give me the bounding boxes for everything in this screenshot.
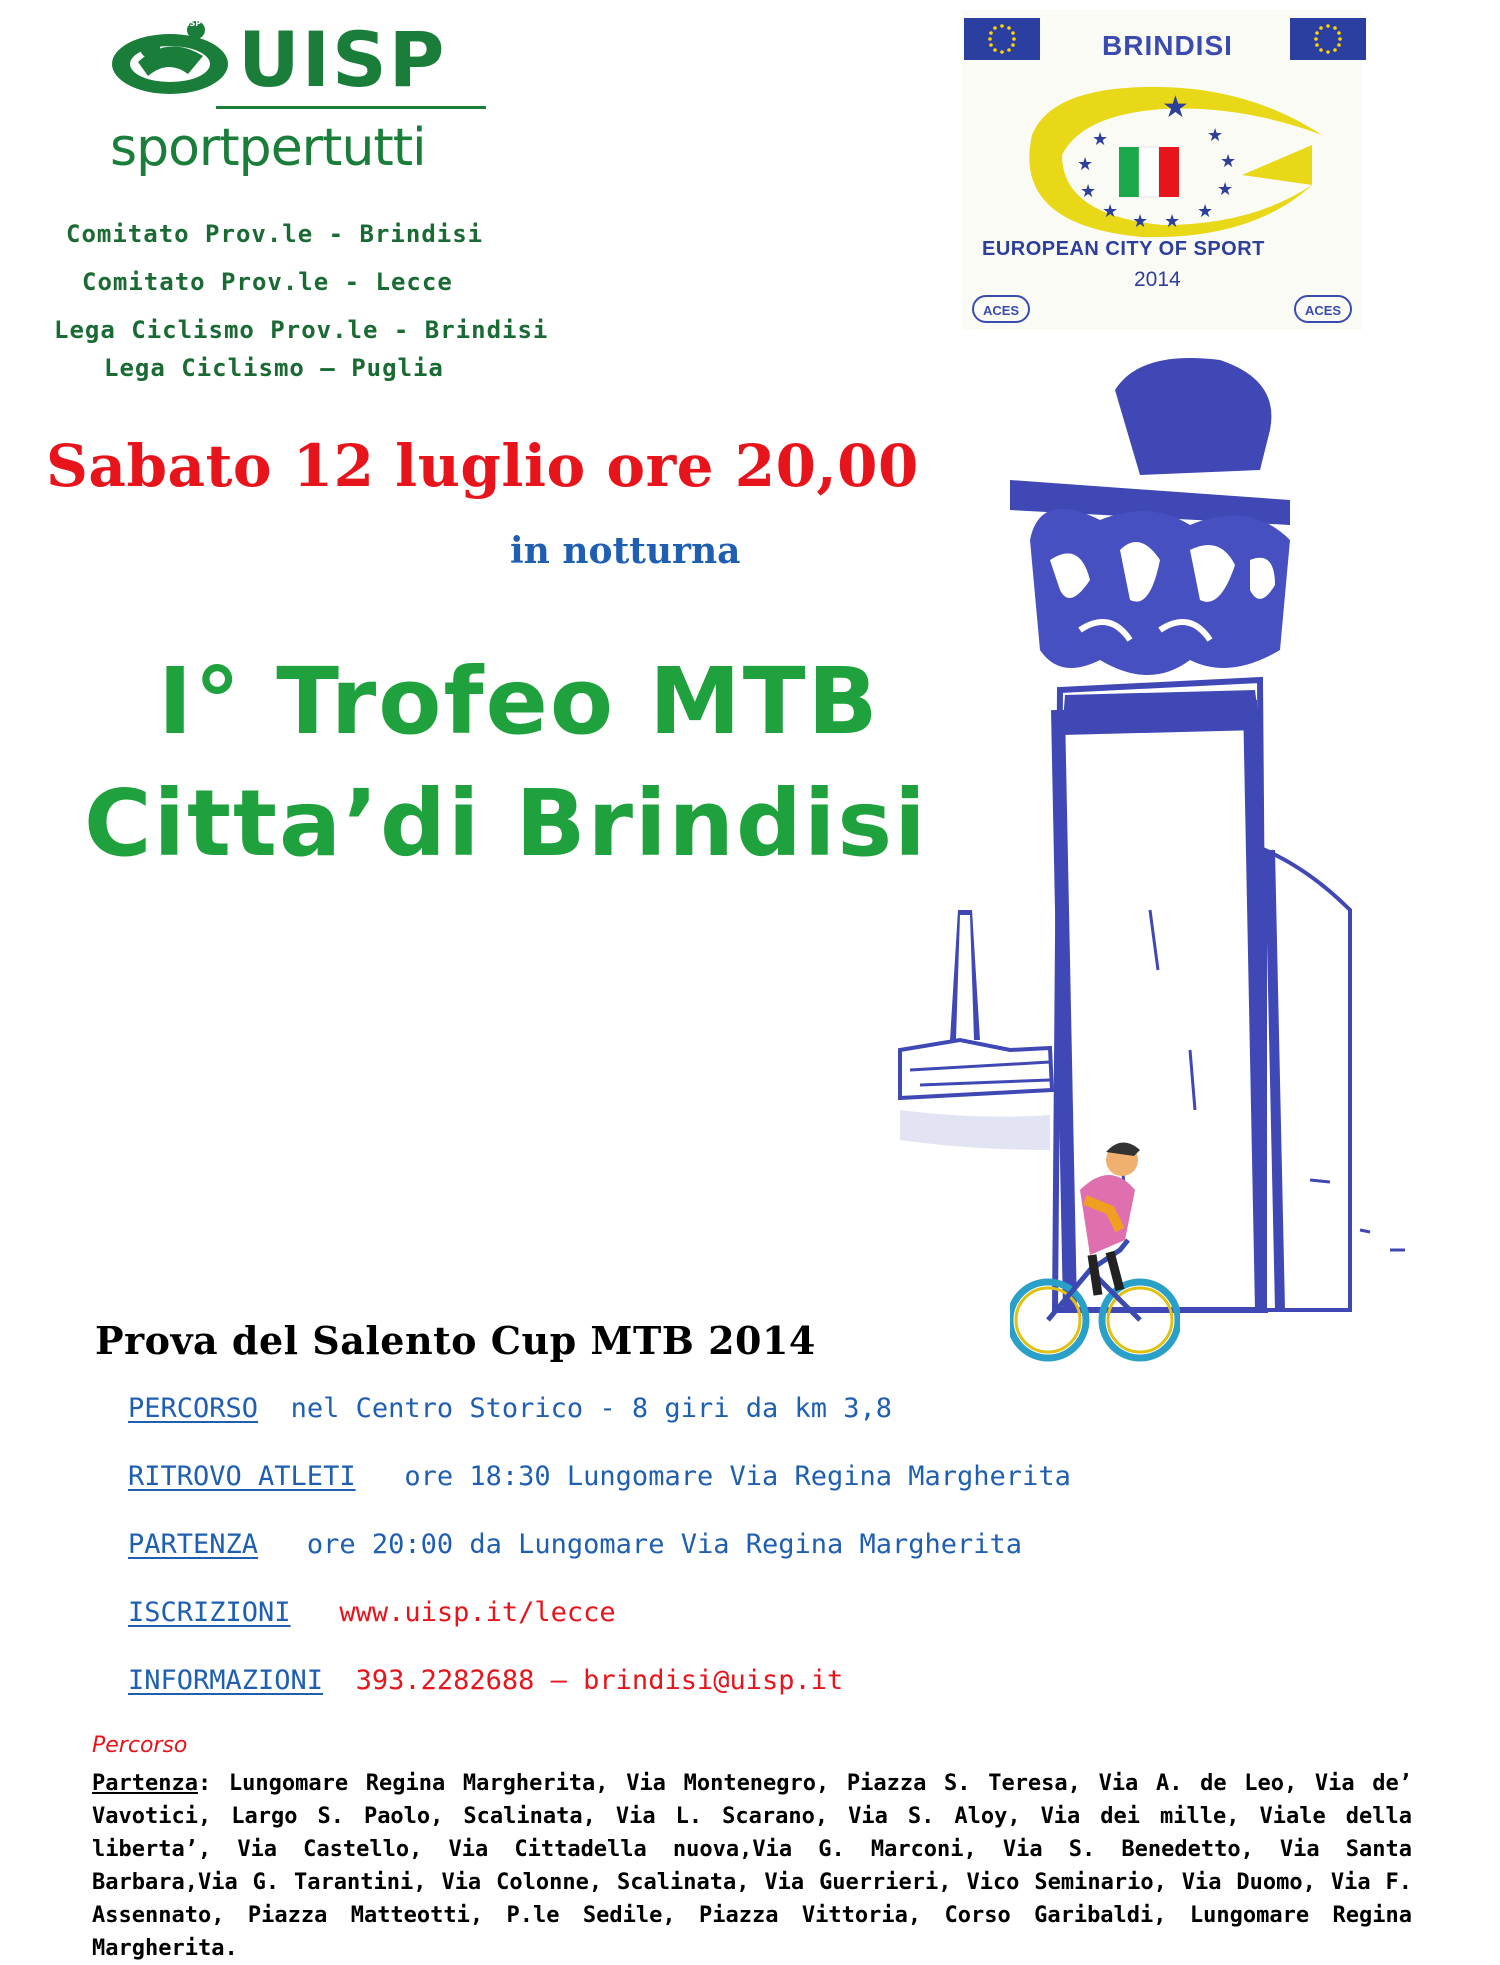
uisp-name: UISP: [238, 15, 447, 104]
contact-info: 393.2282688 – brindisi@uisp.it: [355, 1665, 844, 1696]
svg-text:UISP: UISP: [180, 19, 202, 28]
svg-text:★: ★: [1207, 125, 1224, 146]
committee-line-3: Lega Ciclismo Prov.le - Brindisi: [54, 316, 549, 344]
info-value: ore 18:30 Lungomare Via Regina Margherita: [404, 1461, 1071, 1492]
cyclist-illustration: [1010, 1120, 1180, 1370]
svg-text:★: ★: [1220, 151, 1237, 172]
info-row-partenza: [128, 1529, 1022, 1560]
committee-line-1: Comitato Prov.le - Brindisi: [66, 220, 484, 248]
cup-line: Prova del Salento Cup MTB 2014: [95, 1318, 816, 1363]
event-title-line-2: Citta’di Brindisi: [84, 770, 928, 877]
swoosh-emblem-icon: [992, 75, 1332, 240]
uisp-tagline: sportpertutti: [110, 118, 426, 178]
info-key: ISCRIZIONI: [128, 1597, 291, 1628]
aces-badge: ACES: [972, 295, 1030, 323]
route-description: [92, 1767, 1412, 1965]
ecos-year: 2014: [1134, 268, 1181, 291]
svg-text:★: ★: [1217, 179, 1234, 200]
city-name: BRINDISI: [1102, 30, 1233, 61]
svg-text:★: ★: [1077, 154, 1094, 175]
svg-text:★: ★: [1164, 211, 1181, 232]
event-date: Sabato 12 luglio ore 20,00: [46, 432, 919, 500]
svg-text:★: ★: [1162, 90, 1189, 125]
committee-line-2: Comitato Prov.le - Lecce: [82, 268, 453, 296]
route-label: Partenza: [92, 1771, 198, 1796]
event-subtitle: in notturna: [510, 530, 741, 572]
registration-link[interactable]: www.uisp.it/lecce: [339, 1597, 616, 1628]
event-title-line-1: I° Trofeo MTB: [158, 648, 880, 755]
svg-text:★: ★: [1197, 201, 1214, 222]
svg-text:★: ★: [1132, 211, 1149, 232]
info-row-iscrizioni: [128, 1597, 616, 1628]
uisp-logo: [108, 14, 498, 194]
uisp-divider: [216, 106, 486, 109]
eu-flag-icon: [964, 18, 1040, 60]
info-row-informazioni: [128, 1665, 843, 1696]
info-row-percorso: [128, 1393, 892, 1424]
ecos-title: EUROPEAN CITY OF SPORT: [982, 238, 1265, 260]
european-city-of-sport-logo: [962, 10, 1362, 330]
info-value: ore 20:00 da Lungomare Via Regina Margherita: [306, 1529, 1023, 1560]
route-heading: Percorso: [92, 1733, 188, 1758]
svg-text:★: ★: [1080, 181, 1097, 202]
info-key: RITROVO ATLETI: [128, 1461, 356, 1492]
route-streets: : Lungomare Regina Margherita, Via Montenegro, Piazza S. Teresa, Via A. de Leo, Via de’ Vavotici, Largo S. Paolo, Scalinata, Via L. Scarano, Via S. Aloy, Via dei mille, Viale della liberta’, Via Castello, Via Cittadella nuova,Via G. Marconi, Via S. Benedetto, Via Santa Barbara,Via G. Tarantini, Via Colonne, Scalinata, Via Guerrieri, Vico Seminario, Via Duomo, Via F. Assennato, Piazza Matteotti, P.le Sedile, Piazza Vittoria, Corso Garibaldi, Lungomare Regina Margherita.: [92, 1771, 1412, 1961]
info-key: INFORMAZIONI: [128, 1665, 324, 1696]
info-key: PARTENZA: [128, 1529, 259, 1560]
info-row-ritrovo: [128, 1461, 1071, 1492]
eu-flag-icon: [1290, 18, 1366, 60]
aces-badge: ACES: [1294, 295, 1352, 323]
info-key: PERCORSO: [128, 1393, 259, 1424]
cyclist-emblem-icon: [108, 14, 238, 109]
svg-text:★: ★: [1102, 201, 1119, 222]
svg-text:★: ★: [1092, 129, 1109, 150]
committee-line-4: Lega Ciclismo – Puglia: [104, 354, 444, 382]
info-value: nel Centro Storico - 8 giri da km 3,8: [290, 1393, 893, 1424]
